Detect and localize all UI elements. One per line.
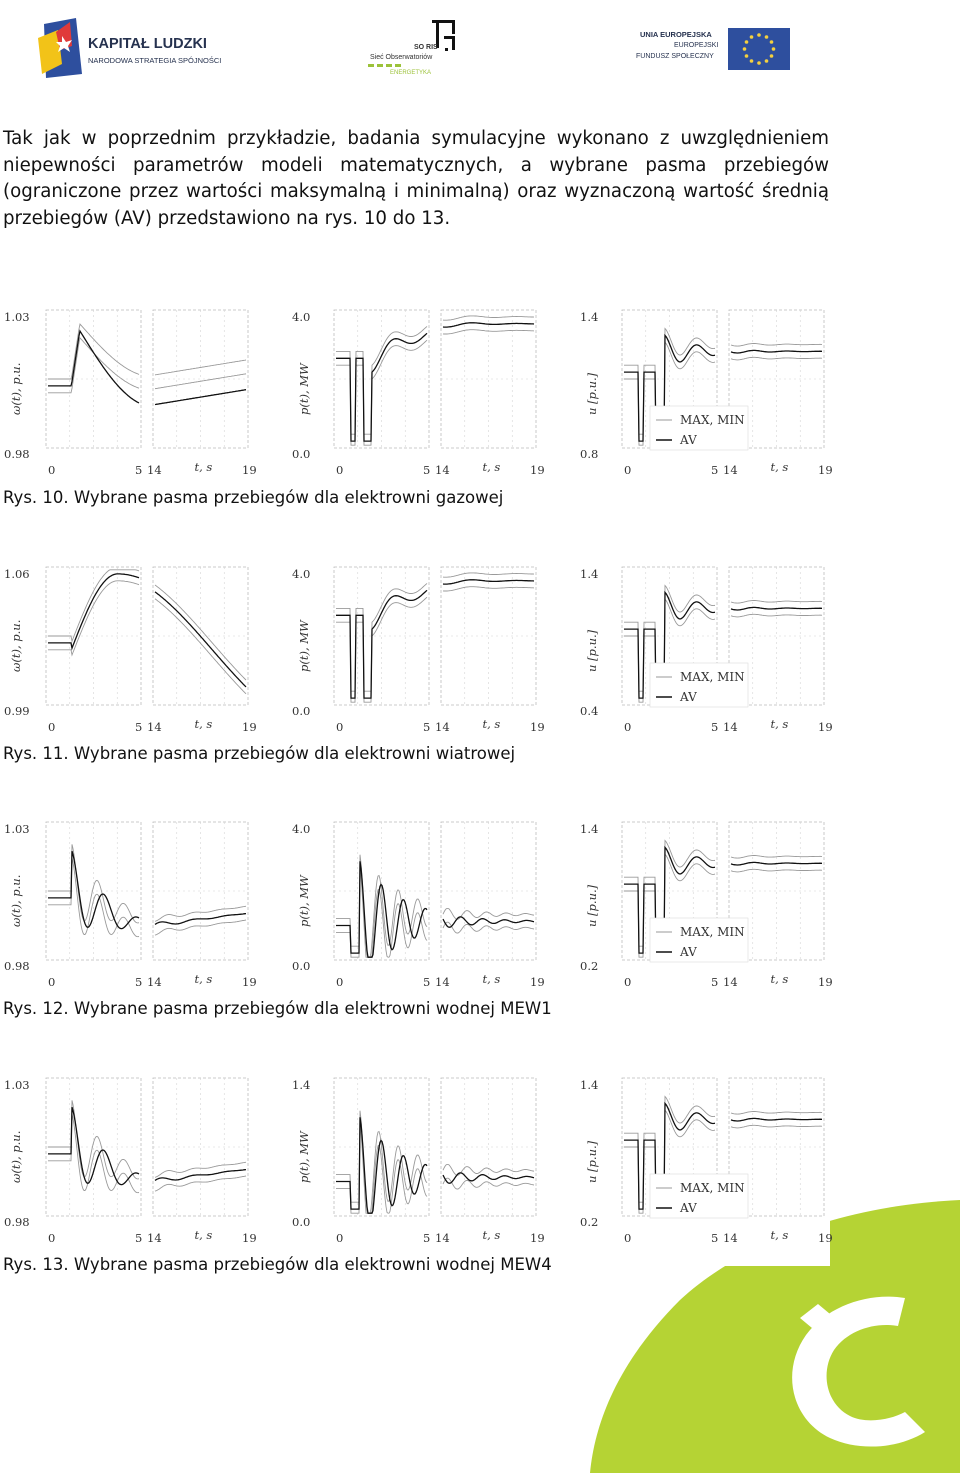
x-tick-label: 19 [242,975,257,989]
y-tick-label: 1.03 [4,309,30,324]
max-min-band-line [731,1125,822,1128]
x-tick-label: 14 [147,463,162,477]
x-tick-label: 14 [723,720,738,734]
x-tick-label: 14 [435,975,450,989]
max-min-band-line [731,614,822,617]
figure-plot-svg [0,1066,833,1266]
x-tick-label: 14 [435,720,450,734]
y-tick-label: 0.99 [4,704,30,718]
x-tick-label: 19 [818,975,833,989]
legend-band-label: MAX, MIN [680,925,745,939]
y-axis-label: ω(t), p.u. [9,874,23,927]
y-tick-label: 0.98 [4,1215,30,1229]
x-tick-label: 14 [147,720,162,734]
eu-line2: EUROPEJSKI [674,42,719,49]
x-tick-label: 14 [435,463,450,477]
y-tick-label: 0.2 [580,1215,599,1229]
y-tick-label: 0.0 [292,704,311,718]
so-ris-line1: SO RIS [414,44,438,51]
x-tick-label: 0 [336,463,344,477]
x-tick-label: 14 [147,975,162,989]
x-axis-label: t, s [770,460,789,474]
y-tick-label: 1.4 [580,1077,599,1092]
y-tick-label: 1.03 [4,821,30,836]
max-min-band-line [731,869,822,872]
x-tick-label: 5 [135,463,143,477]
x-axis-label: t, s [194,717,213,731]
x-tick-label: 5 [423,1231,431,1245]
x-tick-label: 0 [624,720,632,734]
y-axis-label: u [p.u.] [585,629,599,672]
y-tick-label: 0.0 [292,959,311,973]
figure [0,298,833,498]
x-tick-label: 5 [711,1231,719,1245]
y-axis-label: u [p.u.] [585,1140,599,1183]
page-header [0,0,960,100]
max-min-band-line [731,357,822,360]
x-tick-label: 14 [723,463,738,477]
x-axis-label: t, s [194,460,213,474]
eu-flag-icon [728,28,790,70]
y-tick-label: 0.0 [292,1215,311,1229]
x-tick-label: 5 [711,720,719,734]
av-series-line [48,574,139,648]
y-tick-label: 1.06 [4,566,30,581]
kapital-ludzki-title: KAPITAŁ LUDZKI [88,36,207,52]
x-axis-label: t, s [770,1228,789,1242]
legend-av-label: AV [680,1201,697,1215]
y-axis-label: u [p.u.] [585,884,599,927]
x-axis-label: t, s [482,1228,501,1242]
y-axis-label: ω(t), p.u. [9,619,23,672]
x-tick-label: 5 [135,1231,143,1245]
x-axis-label: t, s [770,972,789,986]
figure-caption: Rys. 12. Wybrane pasma przebiegów dla elektrowni wodnej MEW1 [3,999,552,1018]
kapital-ludzki-emblem [36,16,96,80]
y-axis-label: p(t), MW [297,363,311,415]
x-tick-label: 0 [624,1231,632,1245]
intro-paragraph: Tak jak w poprzednim przykładzie, badania symulacyjne wykonano z uwzględnieniem niepewności parametrów modeli matematycznych, a wybrane pasma przebiegów (ograniczone przez wartości maksymalną i minimalną) oraz wyznaczoną wartość średnią przebiegów (AV) przedstawiono na rys. 10 do 13. [3,128,829,229]
y-tick-label: 1.4 [580,309,599,324]
y-tick-label: 1.4 [580,821,599,836]
x-tick-label: 0 [48,463,56,477]
y-axis-label: ω(t), p.u. [9,1130,23,1183]
figure [0,1066,833,1266]
figure-plot-svg [0,555,833,755]
x-tick-label: 5 [711,463,719,477]
y-tick-label: 0.98 [4,959,30,973]
x-axis-label: t, s [770,717,789,731]
kapital-ludzki-subtitle: NARODOWA STRATEGIA SPÓJNOŚCI [88,56,222,65]
x-tick-label: 5 [423,975,431,989]
legend-band-label: MAX, MIN [680,670,745,684]
x-tick-label: 14 [435,1231,450,1245]
y-tick-label: 0.4 [580,704,599,718]
x-axis-label: t, s [194,1228,213,1242]
x-tick-label: 19 [530,975,545,989]
x-tick-label: 19 [530,720,545,734]
x-axis-label: t, s [482,717,501,731]
eu-logo [630,26,795,74]
x-tick-label: 5 [711,975,719,989]
legend-av-label: AV [680,690,697,704]
legend-av-label: AV [680,433,697,447]
y-axis-label: u [p.u.] [585,372,599,415]
eu-line1: UNIA EUROPEJSKA [640,30,712,39]
x-tick-label: 0 [336,720,344,734]
y-tick-label: 0.2 [580,959,599,973]
x-tick-label: 5 [135,975,143,989]
y-axis-label: p(t), MW [297,875,311,927]
x-tick-label: 19 [818,1231,833,1245]
x-tick-label: 0 [48,1231,56,1245]
eu-line3: FUNDUSZ SPOŁECZNY [636,53,714,60]
legend-band-label: MAX, MIN [680,413,745,427]
figure-caption: Rys. 10. Wybrane pasma przebiegów dla elektrowni gazowej [3,488,504,507]
y-tick-label: 1.03 [4,1077,30,1092]
y-tick-label: 4.0 [292,821,311,836]
y-axis-label: p(t), MW [297,1131,311,1183]
y-tick-label: 0.8 [580,447,599,461]
x-tick-label: 0 [48,720,56,734]
legend-av-label: AV [680,945,697,959]
x-tick-label: 19 [242,720,257,734]
x-tick-label: 5 [423,463,431,477]
y-axis-label: p(t), MW [297,620,311,672]
x-tick-label: 14 [723,975,738,989]
y-tick-label: 4.0 [292,309,311,324]
figure [0,810,833,1010]
x-tick-label: 0 [624,463,632,477]
legend-band-label: MAX, MIN [680,1181,745,1195]
figure-plot-svg [0,810,833,1010]
y-tick-label: 0.98 [4,447,30,461]
x-tick-label: 14 [147,1231,162,1245]
x-axis-label: t, s [194,972,213,986]
x-tick-label: 19 [530,463,545,477]
x-tick-label: 0 [48,975,56,989]
so-ris-logo [360,14,470,84]
x-tick-label: 5 [135,720,143,734]
figure [0,555,833,755]
x-tick-label: 5 [423,720,431,734]
x-tick-label: 14 [723,1231,738,1245]
y-axis-label: ω(t), p.u. [9,362,23,415]
figure-caption: Rys. 11. Wybrane pasma przebiegów dla elektrowni wiatrowej [3,744,516,763]
y-tick-label: 1.4 [292,1077,311,1092]
x-axis-label: t, s [482,460,501,474]
so-ris-line3: ENERGETYKA [390,70,432,76]
x-tick-label: 19 [530,1231,545,1245]
y-tick-label: 0.0 [292,447,311,461]
kapital-ludzki-logo [36,16,236,82]
so-ris-line2: Sieć Obserwatoriów [370,54,433,61]
x-tick-label: 0 [624,975,632,989]
y-tick-label: 1.4 [580,566,599,581]
y-tick-label: 4.0 [292,566,311,581]
x-axis-label: t, s [482,972,501,986]
x-tick-label: 0 [336,975,344,989]
max-min-band-line [155,360,246,375]
x-tick-label: 19 [242,1231,257,1245]
figure-caption: Rys. 13. Wybrane pasma przebiegów dla elektrowni wodnej MEW4 [3,1255,552,1274]
x-tick-label: 19 [818,463,833,477]
x-tick-label: 19 [818,720,833,734]
figure-plot-svg [0,298,833,498]
x-tick-label: 0 [336,1231,344,1245]
x-tick-label: 19 [242,463,257,477]
